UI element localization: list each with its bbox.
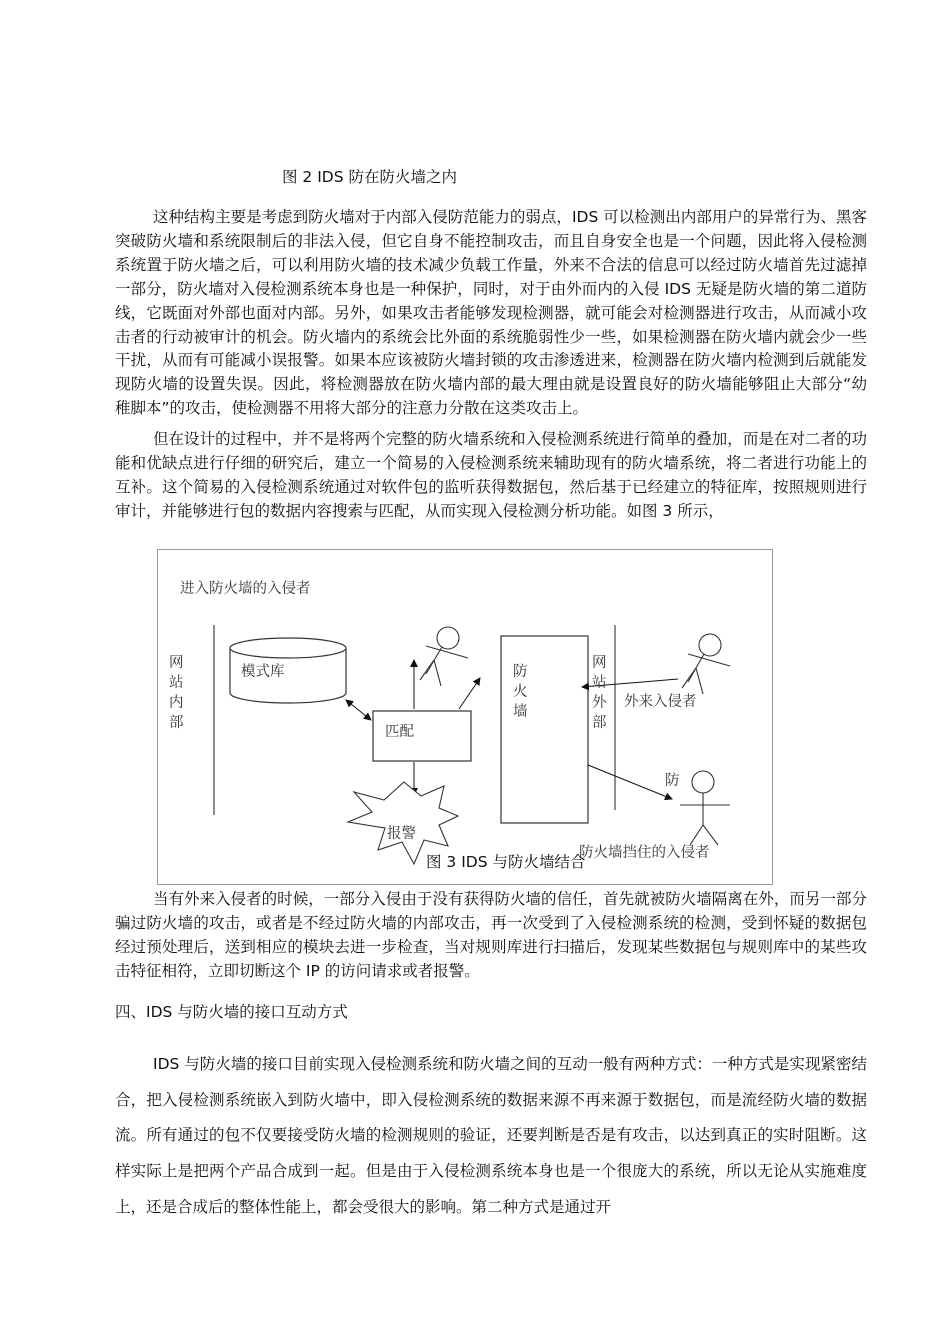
paragraph-external-intruder: 当有外来入侵者的时候，一部分入侵由于没有获得防火墙的信任，首先就被防火墙隔离在外，而另一部分骗过防火墙的攻击，或者是不经过防火墙的内部攻击，再一次受到了入侵检测系统的检测，受到怀疑的数据包经过预处理后，送到相应的模块去进一步检查，当对规则库进行扫描后，发现某些数据包与规则库中的某些攻击特征相符，立即切断这个 IP 的访问请求或者报警。 <box>115 890 867 980</box>
entered-intruder-icon <box>420 627 468 686</box>
blocked-intruder-label: 防火墙挡住的入侵者 <box>579 845 710 861</box>
site-outside-label: 网站外部 <box>592 655 607 731</box>
blocked-intruder-icon <box>680 771 730 845</box>
figure-2-caption: 图 2 IDS 防在防火墙之内 <box>282 168 457 186</box>
paragraph-interface-interaction: IDS 与防火墙的接口目前实现入侵检测系统和防火墙之间的互动一般有两种方式：一种方式是实现紧密结合，把入侵检测系统嵌入到防火墙中，即入侵检测系统的数据来源不再来源于数据包，而是流经防火墙的数据流。所有通过的包不仅要接受防火墙的检测规则的验证，还要判断是否是有攻击，以达到真正的实时阻断。这样实际上是把两个产品合成到一起。但是由于入侵检测系统本身也是一个很庞大的系统，所以无论从实施难度上，还是合成后的整体性能上，都会受很大的影响。第二种方式是通过开 <box>115 1055 867 1216</box>
paragraph-design-process: 但在设计的过程中，并不是将两个完整的防火墙系统和入侵检测系统进行简单的叠加，而是在对二者的功能和优缺点进行仔细的研究后，建立一个简易的入侵检测系统来辅助现有的防火墙系统，将二者进行功能上的互补。这个简易的入侵检测系统通过对软件包的监听获得数据包，然后基于已经建立的特征库，按照规则进行审计，并能够进行包的数据内容搜索与匹配，从而实现入侵检测分析功能。如图 3 所示， <box>115 430 867 520</box>
db-match-arrow <box>346 700 371 720</box>
paragraph-ids-inside-firewall: 这种结构主要是考虑到防火墙对于内部入侵防范能力的弱点，IDS 可以检测出内部用户的异常行为、黑客突破防火墙和系统限制后的非法入侵，但它自身不能控制攻击，而且自身安全也是一个问题，因此将入侵检测系统置于防火墙之后，可以利用防火墙的技术减少负载工作量，外来不合法的信息可以经过防火墙首先过滤掉一部分，防火墙对入侵检测系统本身也是一种保护，同时，对于由外而内的入侵 IDS 无疑是防火墙的第二道防线，它既面对外部也面对内部。另外，如果攻击者能够发现检测器，就可能会对检测器进行攻击，从而减小攻击者的行动被审计的机会。防火墙内的系统会比外面的系统脆弱性少一些，如果检测器在防火墙内就会少一些干扰，从而有可能减小误报警。如果本应该被防火墙封锁的攻击渗透进来，检测器在防火墙内检测到后就能发现防火墙的设置失误。因此，将检测器放在防火墙内部的最大理由就是设置良好的防火墙能够阻止大部分“幼稚脚本”的攻击，使检测器不用将大部分的注意力分散在这类攻击上。 <box>115 208 867 418</box>
diagram-canvas <box>158 550 774 886</box>
blocked-intruder-arrow <box>588 765 672 799</box>
match-label: 匹配 <box>385 724 414 740</box>
match-intruder-arrow <box>459 678 480 709</box>
alarm-label: 报警 <box>387 826 416 842</box>
figure-3-caption: 图 3 IDS 与防火墙结合 <box>426 853 586 871</box>
section-4-heading: 四、IDS 与防火墙的接口互动方式 <box>115 1003 348 1021</box>
figure-title-label: 进入防火墙的入侵者 <box>180 581 311 597</box>
site-inside-label: 网站内部 <box>169 655 184 731</box>
firewall-label: 防火墙 <box>513 664 528 720</box>
figure-3-diagram <box>157 549 773 885</box>
outside-intruder-icon <box>682 634 730 694</box>
outside-intruder-label: 外来入侵者 <box>624 694 697 710</box>
fang-label: 防 <box>665 773 680 789</box>
pattern-db-label: 模式库 <box>241 664 285 680</box>
